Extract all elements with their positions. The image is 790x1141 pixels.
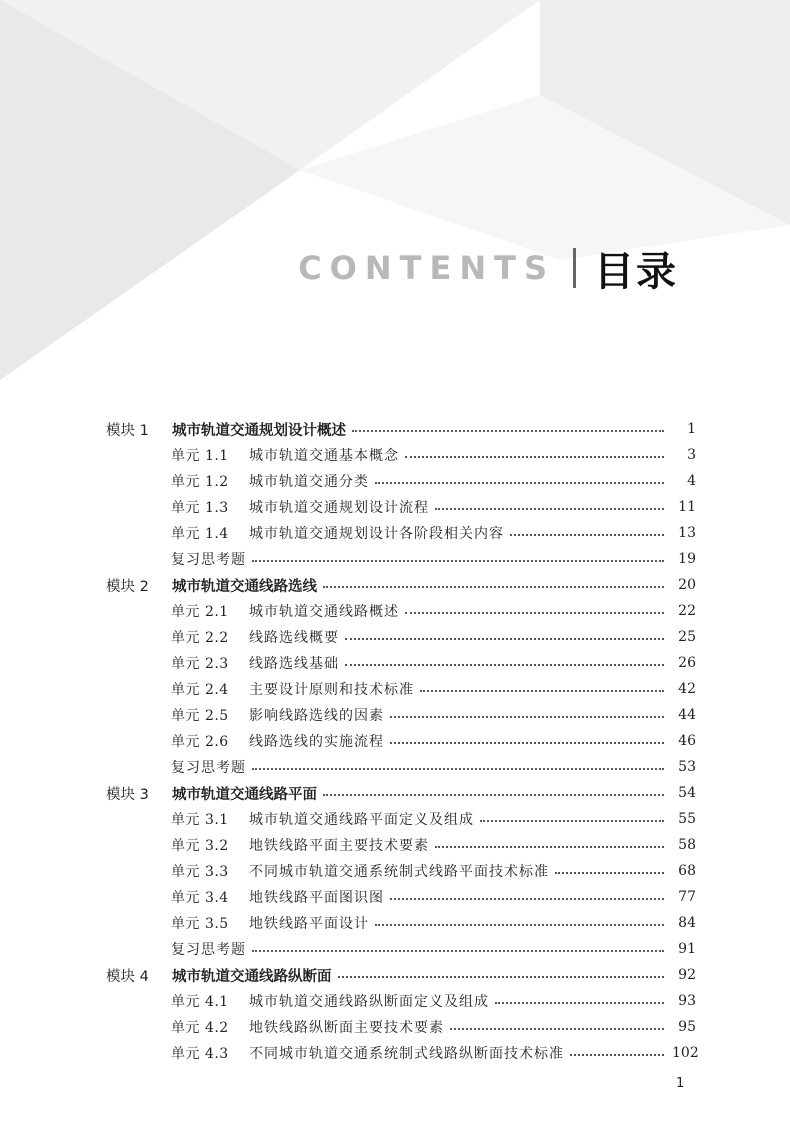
toc-entry-title: 城市轨道交通规划设计概述 <box>172 422 346 439</box>
toc-entry-number: 单元 4.2 <box>171 1020 229 1036</box>
dot-leader <box>480 820 664 822</box>
toc-module-entry[interactable] <box>0 572 790 598</box>
toc-unit-entry[interactable] <box>0 676 790 702</box>
toc-entry-page-number: 92 <box>678 967 696 983</box>
toc-entry-page-number: 44 <box>678 707 696 723</box>
dot-leader <box>405 456 664 458</box>
toc-entry-page-number: 3 <box>687 447 696 463</box>
toc-entry-number: 单元 3.4 <box>171 890 229 906</box>
dot-leader <box>405 612 664 614</box>
toc-entry-title: 地铁线路平面设计 <box>249 916 369 932</box>
toc-unit-entry[interactable] <box>0 650 790 676</box>
toc-unit-entry[interactable] <box>0 728 790 754</box>
toc-entry-title: 城市轨道交通分类 <box>249 474 369 490</box>
dot-leader <box>420 690 664 692</box>
dot-leader <box>345 638 664 640</box>
dot-leader <box>252 768 664 770</box>
dot-leader <box>510 534 664 536</box>
dot-leader <box>375 482 664 484</box>
toc-unit-entry[interactable] <box>0 754 790 780</box>
dot-leader <box>390 716 664 718</box>
toc-unit-entry[interactable] <box>0 442 790 468</box>
title-divider <box>573 248 576 288</box>
dot-leader <box>323 586 664 588</box>
toc-entry-page-number: 91 <box>678 941 696 957</box>
toc-entry-title: 城市轨道交通线路平面 <box>172 786 317 803</box>
toc-entry-number: 模块 2 <box>106 578 149 595</box>
toc-entry-title: 主要设计原则和技术标准 <box>249 682 414 698</box>
dot-leader <box>495 1002 664 1004</box>
toc-entry-title: 复习思考题 <box>171 760 246 776</box>
toc-entry-number: 单元 1.2 <box>171 474 229 490</box>
toc-unit-entry[interactable] <box>0 598 790 624</box>
toc-entry-number: 单元 2.6 <box>171 734 229 750</box>
toc-entry-number: 模块 3 <box>106 786 149 803</box>
toc-entry-number: 单元 2.5 <box>171 708 229 724</box>
toc-entry-title: 城市轨道交通线路概述 <box>249 604 399 620</box>
dot-leader <box>252 950 664 952</box>
toc-entry-number: 单元 1.4 <box>171 526 229 542</box>
toc-entry-page-number: 11 <box>678 499 696 515</box>
toc-module-entry[interactable] <box>0 962 790 988</box>
dot-leader <box>390 898 664 900</box>
toc-entry-page-number: 46 <box>678 733 696 749</box>
contents-heading: CONTENTS <box>298 249 555 287</box>
toc-entry-title: 复习思考题 <box>171 942 246 958</box>
toc-entry-page-number: 102 <box>672 1045 699 1061</box>
toc-entry-page-number: 54 <box>678 785 696 801</box>
toc-entry-number: 单元 3.5 <box>171 916 229 932</box>
toc-entry-page-number: 26 <box>678 655 696 671</box>
toc-unit-entry[interactable] <box>0 936 790 962</box>
toc-entry-number: 模块 4 <box>106 968 149 985</box>
toc-entry-number: 单元 4.3 <box>171 1046 229 1062</box>
toc-entry-number: 单元 2.3 <box>171 656 229 672</box>
toc-entry-number: 单元 2.4 <box>171 682 229 698</box>
toc-unit-entry[interactable] <box>0 910 790 936</box>
toc-entry-title: 城市轨道交通线路纵断面 <box>172 968 332 985</box>
toc-entry-number: 单元 4.1 <box>171 994 229 1010</box>
toc-entry-page-number: 68 <box>678 863 696 879</box>
toc-unit-entry[interactable] <box>0 520 790 546</box>
dot-leader <box>375 924 664 926</box>
toc-entry-title: 城市轨道交通线路纵断面定义及组成 <box>249 994 489 1010</box>
toc-entry-title: 不同城市轨道交通系统制式线路平面技术标准 <box>249 864 549 880</box>
toc-entry-number: 单元 2.2 <box>171 630 229 646</box>
toc-unit-entry[interactable] <box>0 468 790 494</box>
toc-unit-entry[interactable] <box>0 1040 790 1066</box>
toc-entry-page-number: 77 <box>678 889 696 905</box>
toc-unit-entry[interactable] <box>0 806 790 832</box>
toc-module-entry[interactable] <box>0 780 790 806</box>
toc-entry-page-number: 20 <box>678 577 696 593</box>
toc-entry-page-number: 1 <box>687 421 696 437</box>
toc-entry-number: 单元 2.1 <box>171 604 229 620</box>
toc-entry-title: 线路选线基础 <box>249 656 339 672</box>
dot-leader <box>390 742 664 744</box>
toc-unit-entry[interactable] <box>0 884 790 910</box>
toc-entry-title: 线路选线的实施流程 <box>249 734 384 750</box>
dot-leader <box>352 430 664 432</box>
toc-unit-entry[interactable] <box>0 494 790 520</box>
page-number: 1 <box>676 1076 685 1091</box>
toc-unit-entry[interactable] <box>0 1014 790 1040</box>
toc-entry-page-number: 25 <box>678 629 696 645</box>
toc-unit-entry[interactable] <box>0 988 790 1014</box>
toc-entry-page-number: 13 <box>678 525 696 541</box>
dot-leader <box>450 1028 664 1030</box>
toc-entry-page-number: 19 <box>678 551 696 567</box>
toc-entry-number: 单元 1.3 <box>171 500 229 516</box>
dot-leader <box>555 872 664 874</box>
dot-leader <box>435 508 664 510</box>
toc-entry-number: 模块 1 <box>106 422 149 439</box>
toc-entry-page-number: 58 <box>678 837 696 853</box>
toc-entry-title: 城市轨道交通基本概念 <box>249 448 399 464</box>
toc-entry-page-number: 93 <box>678 993 696 1009</box>
page-title: 目录 <box>594 248 678 295</box>
toc-entry-number: 单元 3.3 <box>171 864 229 880</box>
toc-unit-entry[interactable] <box>0 624 790 650</box>
toc-entry-title: 影响线路选线的因素 <box>249 708 384 724</box>
dot-leader <box>435 846 664 848</box>
toc-header <box>298 238 678 298</box>
toc-entry-title: 线路选线概要 <box>249 630 339 646</box>
dot-leader <box>345 664 664 666</box>
toc-entry-title: 不同城市轨道交通系统制式线路纵断面技术标准 <box>249 1046 564 1062</box>
background-geometric-shapes <box>0 0 790 400</box>
dot-leader <box>252 560 664 562</box>
toc-entry-page-number: 4 <box>687 473 696 489</box>
dot-leader <box>323 794 664 796</box>
toc-entry-page-number: 84 <box>678 915 696 931</box>
toc-entry-number: 单元 3.1 <box>171 812 229 828</box>
toc-entry-title: 地铁线路纵断面主要技术要素 <box>249 1020 444 1036</box>
toc-entry-number: 单元 1.1 <box>171 448 229 464</box>
toc-entry-title: 城市轨道交通线路平面定义及组成 <box>249 812 474 828</box>
toc-entry-page-number: 22 <box>678 603 696 619</box>
toc-entry-title: 复习思考题 <box>171 552 246 568</box>
toc-unit-entry[interactable] <box>0 858 790 884</box>
toc-entry-page-number: 53 <box>678 759 696 775</box>
toc-module-entry[interactable] <box>0 416 790 442</box>
toc-entry-page-number: 55 <box>678 811 696 827</box>
toc-entry-title: 地铁线路平面图识图 <box>249 890 384 906</box>
dot-leader <box>338 976 665 978</box>
toc-entry-title: 城市轨道交通线路选线 <box>172 578 317 595</box>
dot-leader <box>570 1054 664 1056</box>
toc-entry-title: 地铁线路平面主要技术要素 <box>249 838 429 854</box>
toc-unit-entry[interactable] <box>0 702 790 728</box>
table-of-contents <box>0 416 790 1066</box>
toc-unit-entry[interactable] <box>0 832 790 858</box>
toc-entry-title: 城市轨道交通规划设计各阶段相关内容 <box>249 526 504 542</box>
toc-entry-page-number: 95 <box>678 1019 696 1035</box>
toc-unit-entry[interactable] <box>0 546 790 572</box>
toc-entry-number: 单元 3.2 <box>171 838 229 854</box>
toc-entry-title: 城市轨道交通规划设计流程 <box>249 500 429 516</box>
toc-entry-page-number: 42 <box>678 681 696 697</box>
